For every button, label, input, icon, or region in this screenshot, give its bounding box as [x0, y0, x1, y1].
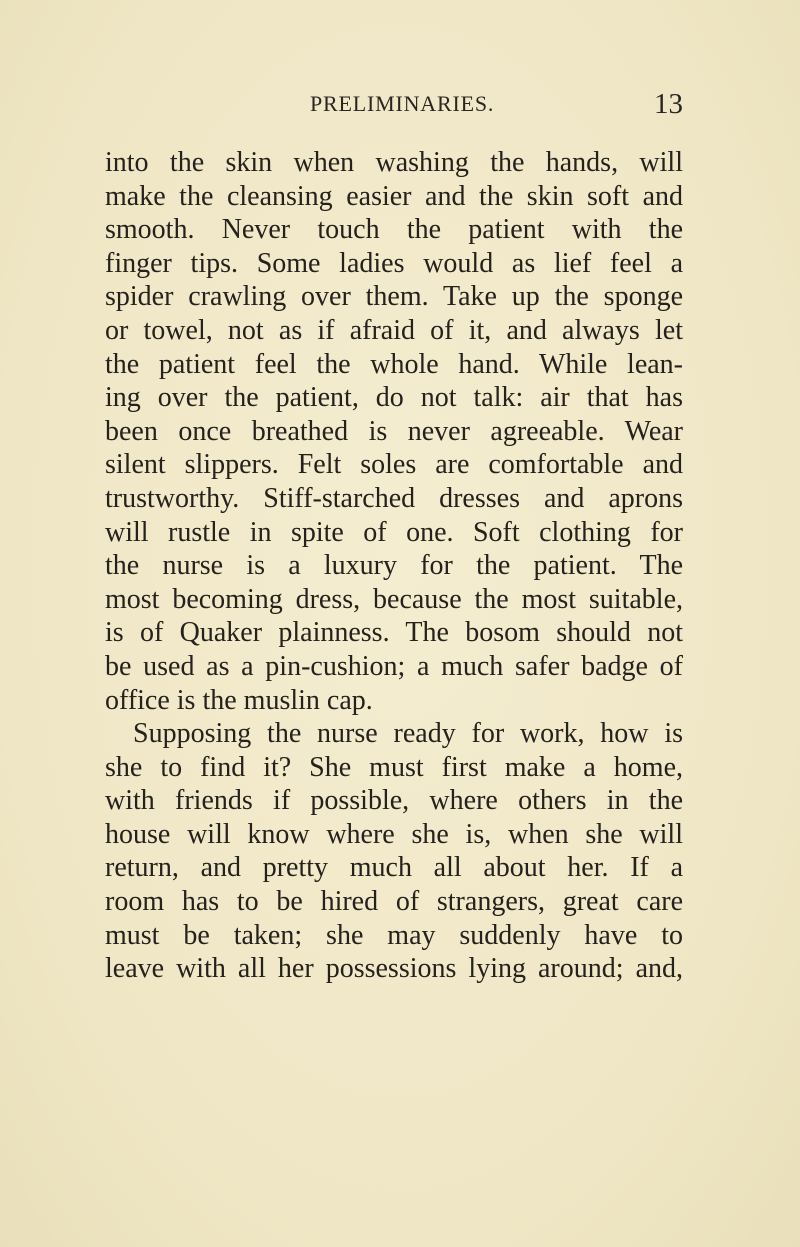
text-line: with friends if possible, where others in the [105, 785, 683, 817]
text-line: ing over the patient, do not talk: air that has [105, 382, 683, 414]
running-head [105, 86, 683, 122]
text-line: the patient feel the whole hand. While lean- [105, 348, 683, 380]
text-line: she to find it? She must first make a home, [105, 751, 683, 783]
text-line: leave with all her possessions lying around; and, [105, 953, 683, 985]
text-line: spider crawling over them. Take up the sponge [105, 281, 683, 313]
text-line: smooth. Never touch the patient with the [105, 214, 683, 246]
text-line: been once breathed is never agreeable. Wear [105, 415, 683, 447]
text-line: trustworthy. Stiff-starched dresses and aprons [105, 482, 683, 514]
text-line: be used as a pin-cushion; a much safer badge of [105, 650, 683, 682]
text-line: is of Quaker plainness. The bosom should not [105, 617, 683, 649]
text-line: house will know where she is, when she will [105, 818, 683, 850]
body-text [105, 146, 683, 986]
text-line: silent slippers. Felt soles are comfortable and [105, 449, 683, 481]
paragraph-start-line: Supposing the nurse ready for work, how is [133, 718, 683, 750]
running-title: PRELIMINARIES. [310, 91, 495, 116]
text-line: the nurse is a luxury for the patient. The [105, 550, 683, 582]
text-line: most becoming dress, because the most suitable, [105, 583, 683, 615]
text-line: will rustle in spite of one. Soft clothing for [105, 516, 683, 548]
text-line: make the cleansing easier and the skin soft and [105, 180, 683, 212]
text-line: into the skin when washing the hands, will [105, 147, 683, 178]
page-number: 13 [654, 88, 683, 120]
text-line: must be taken; she may suddenly have to [105, 919, 683, 951]
paragraph-end-line: office is the muslin cap. [105, 684, 373, 716]
text-line: finger tips. Some ladies would as lief feel a [105, 247, 683, 279]
text-line: room has to be hired of strangers, great care [105, 886, 683, 918]
text-line: return, and pretty much all about her. If a [105, 852, 683, 884]
text-line: or towel, not as if afraid of it, and always let [105, 314, 683, 346]
